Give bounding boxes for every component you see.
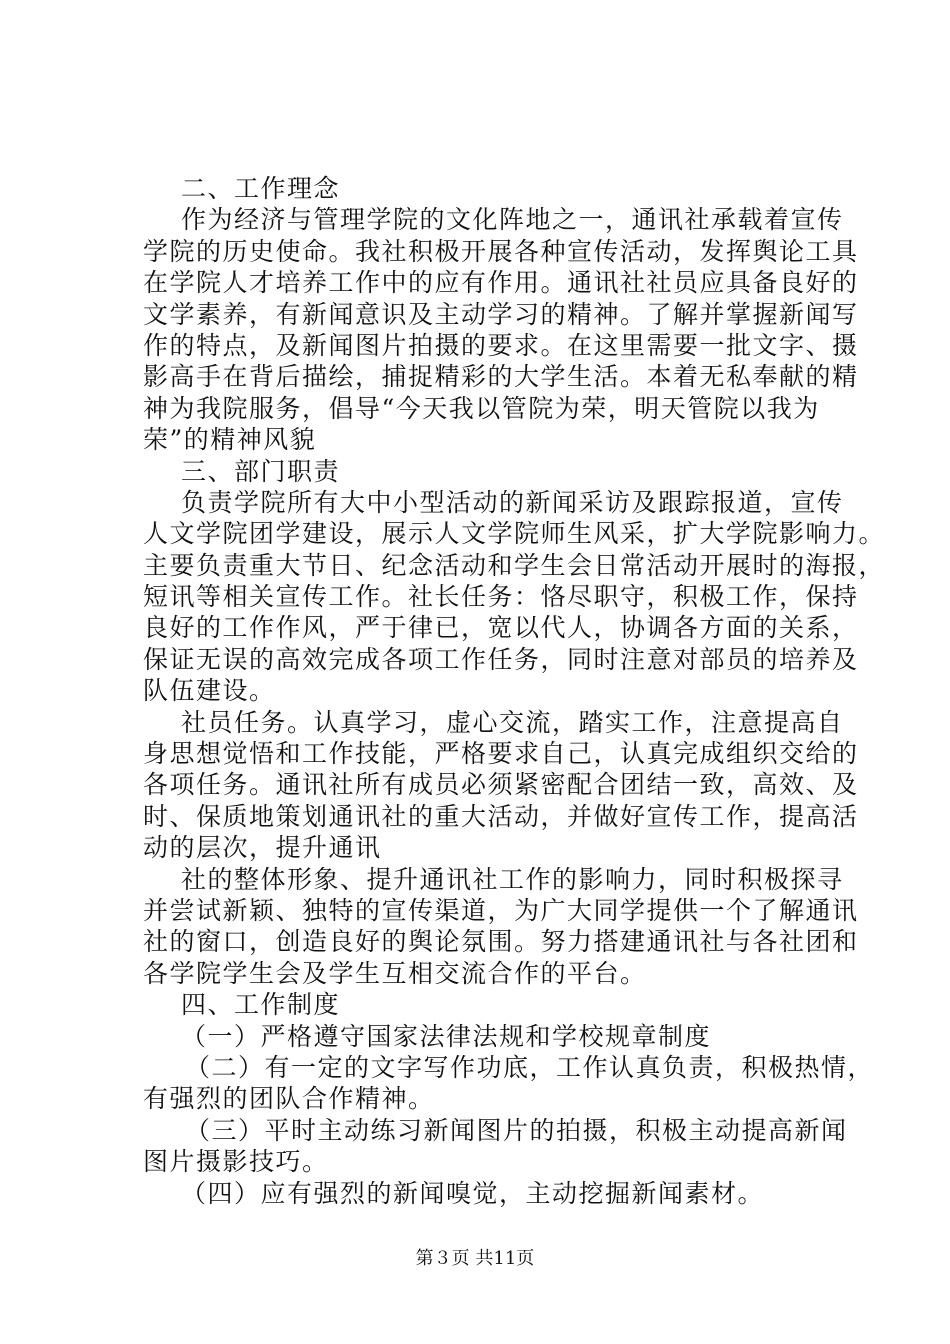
paragraph-line: 荣”的精神风貌 [143,425,317,455]
paragraph-line: 有强烈的团队合作精神。 [143,1084,435,1114]
paragraph-line: 人文学院团学建设，展示人文学院师生风采，扩大学院影响力。 [143,519,886,549]
paragraph-line: 文学素养，有新闻意识及主动学习的精神。了解并掌握新闻写 [143,299,859,329]
rule-item-4: （四）应有强烈的新闻嗅觉，主动挖掘新闻素材。 [181,1178,765,1208]
paragraph-line: 队伍建设。 [143,676,276,706]
section-heading-department-duties: 三、部门职责 [181,456,341,486]
paragraph-line: 各项任务。通讯社所有成员必须紧密配合团结一致，高效、及 [143,770,859,800]
rule-item-2: （二）有一定的文字写作功底，工作认真负责，积极热情， [185,1052,875,1082]
paragraph-line: 图片摄影技巧。 [143,1147,329,1177]
paragraph-line: 各学院学生会及学生互相交流合作的平台。 [143,958,647,988]
page-number-footer: 第３页 共11页 [415,1248,535,1269]
paragraph-line: 作的特点，及新闻图片拍摄的要求。在这里需要一批文字、摄 [143,330,859,360]
paragraph-line: 社的整体形象、提升通讯社工作的影响力，同时积极探寻 [181,864,844,894]
paragraph-line: 社员任务。认真学习，虚心交流，踏实工作，注意提高自 [181,707,844,737]
paragraph-line: 负责学院所有大中小型活动的新闻采访及跟踪报道，宣传 [181,487,844,517]
paragraph-line: 学院的历史使命。我社积极开展各种宣传活动，发挥舆论工具 [143,236,859,266]
paragraph-line: 良好的工作作风，严于律已，宽以代人，协调各方面的关系， [143,613,859,643]
document-body [143,173,886,1209]
paragraph-line: 在学院人才培养工作中的应有作用。通讯社社员应具备良好的 [143,268,859,298]
paragraph-line: 并尝试新颖、独特的宣传渠道，为广大同学提供一个了解通讯 [143,895,859,925]
paragraph-line: 动的层次，提升通讯 [143,833,382,863]
section-heading-work-rules: 四、工作制度 [181,990,341,1020]
paragraph-line: 社的窗口，创造良好的舆论氛围。努力搭建通讯社与各社团和 [143,927,859,957]
paragraph-line: 神为我院服务，倡导“今天我以管院为荣，明天管院以我为 [143,393,820,423]
paragraph-line: 作为经济与管理学院的文化阵地之一，通讯社承载着宣传 [181,205,844,235]
paragraph-line: 短讯等相关宣传工作。社长任务：恪尽职守，积极工作，保持 [143,582,859,612]
paragraph-line: 影高手在背后描绘，捕捉精彩的大学生活。本着无私奉献的精 [143,362,859,392]
rule-item-1: （一）严格遵守国家法律法规和学校规章制度 [181,1021,712,1051]
paragraph-line: 保证无误的高效完成各项工作任务，同时注意对部员的培养及 [143,644,859,674]
paragraph-line: 主要负责重大节日、纪念活动和学生会日常活动开展时的海报， [143,550,886,580]
paragraph-line: 身思想觉悟和工作技能，严格要求自己，认真完成组织交给的 [143,739,859,769]
section-heading-work-philosophy: 二、工作理念 [181,174,341,203]
paragraph-line: 时、保质地策划通讯社的重大活动，并做好宣传工作，提高活 [143,801,859,831]
rule-item-3: （三）平时主动练习新闻图片的拍摄，积极主动提高新闻 [185,1115,848,1145]
